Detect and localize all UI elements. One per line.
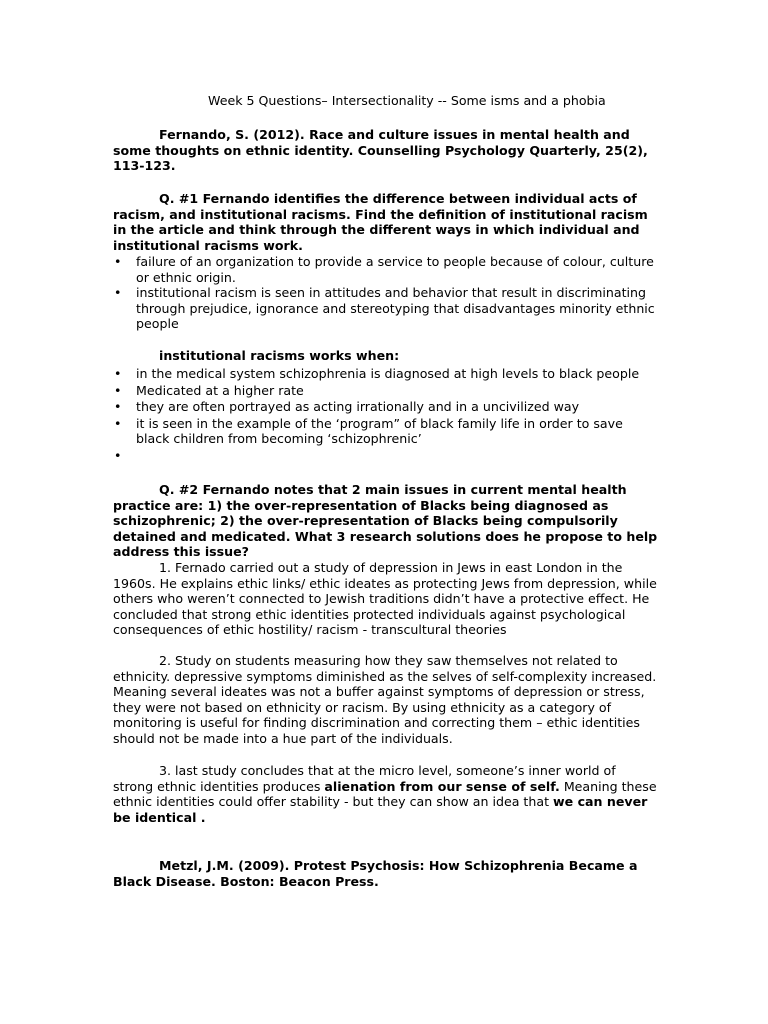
reference-fernando: Fernando, S. (2012). Race and culture issues in mental health and some thoughts on ethnic identity. Counselling Psychology Quarterly, 25(2), 113-123. xyxy=(113,127,648,174)
bullet-marker: • xyxy=(114,285,122,301)
bullet-marker: • xyxy=(114,382,122,398)
bullet-marker: • xyxy=(114,399,122,415)
institutional-racism-bullet-list xyxy=(113,366,658,464)
question-1: Q. #1 Fernando identifies the difference between individual acts of racism, and institutional racisms. Find the definition of institutional racism in the article and think through the different ways in which individual and institutional racisms work. xyxy=(113,191,648,253)
bullet-marker: • xyxy=(114,415,122,431)
bullet-marker: • xyxy=(114,254,122,269)
list-item: • institutional racism is seen in attitudes and behavior that result in discriminating through prejudice, ignorance and stereotyping that disadvantages minority ethnic people xyxy=(114,285,655,332)
list-item: • Medicated at a higher rate xyxy=(114,382,304,398)
list-item: • it is seen in the example of the ‘program” of black family life in order to save black children from becoming ‘schizophrenic’ xyxy=(114,415,623,447)
emphasis-never-identical: we can never be identical . xyxy=(113,794,648,825)
list-item xyxy=(113,448,658,464)
list-item: • they are often portrayed as acting irrationally and in a uncivilized way xyxy=(114,399,580,415)
answer-1: 1. Fernado carried out a study of depression in Jews in east London in the 1960s. He explains ethic links/ ethic ideates as protecting Jews from depression, while others who weren’t connected to Jewish traditions didn’t have a protective effect. He concluded that strong ethic identities protected individuals against psychological consequences of ethic hostility/ racism - transcultural theories xyxy=(113,560,657,638)
reference-metzl: Metzl, J.M. (2009). Protest Psychosis: How Schizophrenia Became a Black Disease. Boston: Beacon Press. xyxy=(113,858,638,889)
document-title: Week 5 Questions– Intersectionality -- Some isms and a phobia xyxy=(208,93,606,108)
institutional-racism-heading: institutional racisms works when: xyxy=(159,348,400,363)
answer-2: 2. Study on students measuring how they saw themselves not related to ethnicity. depressive symptoms diminished as the selves of self-complexity increased. Meaning several ideates was not a buffer against symptoms of depression or stress, they were not based on ethnicity or racism. By using ethnicity as a category of monitoring is useful for finding discrimination and correcting them – ethic identities should not be made into a hue part of the individuals. xyxy=(113,653,657,746)
emphasis-alienation: alienation from our sense of self. xyxy=(324,778,560,794)
q1-bullet-list xyxy=(113,254,658,332)
bullet-marker: • xyxy=(114,447,122,463)
bullet-marker: • xyxy=(114,366,122,381)
question-2: Q. #2 Fernando notes that 2 main issues in current mental health practice are: 1) the over-representation of Blacks being diagnosed as schizophrenic; 2) the over-representation of Blacks being compulsorily detained and medicated. What 3 research solutions does he propose to help address this issue? xyxy=(113,482,658,560)
answer-3: 3. last study concludes that at the micro level, someone’s inner world of strong ethnic identities produces alienation from our sense of self. Meaning these ethnic identities could offer stability - but they can show an idea that we can never be identical . xyxy=(113,763,657,825)
list-item: • in the medical system schizophrenia is diagnosed at high levels to black people xyxy=(114,366,640,381)
list-item: • failure of an organization to provide a service to people because of colour, culture or ethnic origin. xyxy=(114,254,654,285)
